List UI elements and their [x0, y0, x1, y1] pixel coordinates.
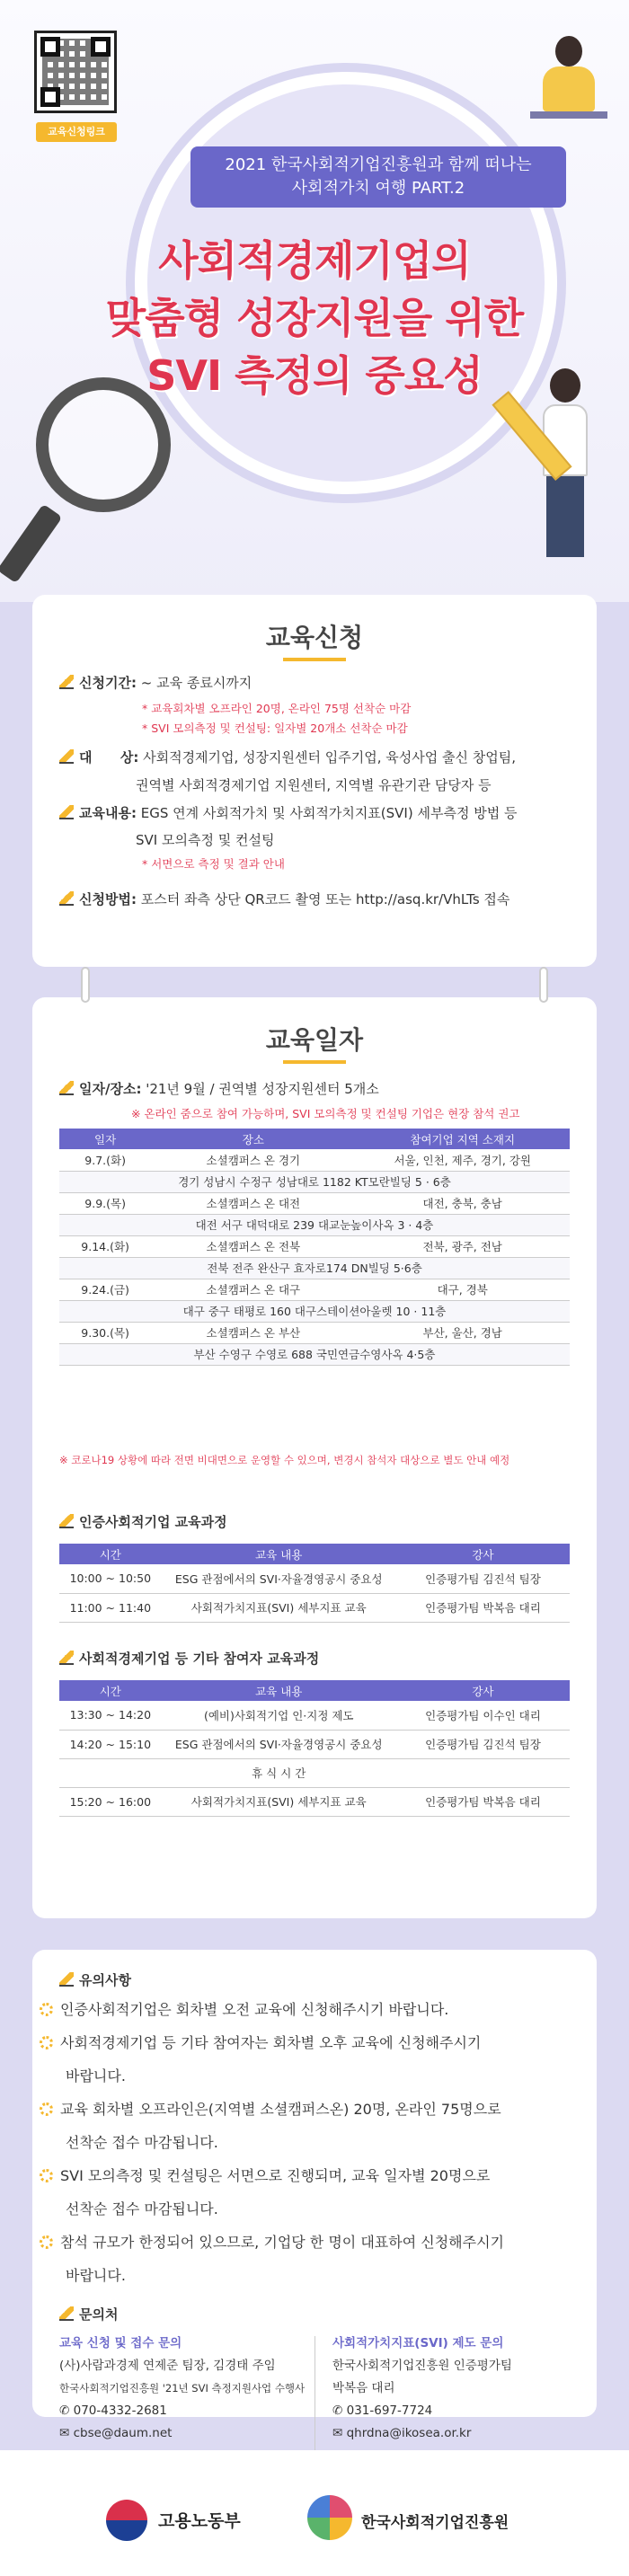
- target-row: [59, 745, 579, 771]
- place-cell: 소셜캠퍼스 온 부산: [151, 1322, 355, 1343]
- date-cell: 9.7.(화): [59, 1149, 151, 1171]
- contact-right-org: 한국사회적기업진흥원 인증평가팀: [332, 2359, 512, 2373]
- period-row: [59, 670, 579, 696]
- col-teacher: 강사: [396, 1544, 570, 1564]
- pencil-icon: [59, 749, 74, 764]
- region-cell: 전북, 광주, 전남: [355, 1235, 570, 1257]
- moel-logo-text: 고용노동부: [158, 2511, 241, 2531]
- time-cell: [59, 1758, 162, 1787]
- mail-icon: ✉: [332, 2426, 347, 2440]
- col-time: 시간: [59, 1680, 162, 1701]
- break-cell: 휴 식 시 간: [162, 1758, 396, 1787]
- address-cell: 전북 전주 완산구 효자로174 DN빌딩 5·6층: [59, 1257, 570, 1279]
- notice-item: 인증사회적기업은 회차별 오전 교육에 신청해주시기 바랍니다.: [40, 1993, 607, 2026]
- pencil-icon: [59, 1081, 74, 1095]
- subtitle-line1: 2021 한국사회적기업진흥원과 함께 떠나는: [225, 155, 532, 174]
- pencil-icon: [59, 2306, 74, 2321]
- content-cell: 사회적가치지표(SVI) 세부지표 교육: [162, 1593, 396, 1622]
- table-row: [59, 1758, 570, 1787]
- table-row: [59, 1564, 570, 1593]
- cert-title: 인증사회적기업 교육과정: [79, 1514, 227, 1530]
- magnifier-icon: [36, 377, 171, 512]
- place-cell: 소셜캠퍼스 온 대구: [151, 1279, 355, 1300]
- teacher-cell: 인증평가팀 김진석 팀장: [396, 1564, 570, 1593]
- content-cell: (예비)사회적기업 인·지정 제도: [162, 1701, 396, 1730]
- pencil-icon: [59, 1514, 74, 1528]
- table-row: [59, 1149, 570, 1171]
- address-cell: 경기 성남시 수정구 성남대로 1182 KT모란빌딩 5 · 6층: [59, 1171, 570, 1192]
- pencil-icon: [59, 891, 74, 906]
- mail-icon: ✉: [59, 2426, 74, 2440]
- notice-item-cont: 선착순 접수 마감됩니다.: [66, 2200, 218, 2217]
- address-cell: 대구 중구 태평로 160 대구스테이션아울렛 10 · 11층: [59, 1300, 570, 1322]
- region-cell: 대전, 충북, 충남: [355, 1192, 570, 1214]
- binder-ring: [539, 967, 548, 1003]
- notice-item: 사회적경제기업 등 기타 참여자는 회차별 오후 교육에 신청해주시기: [40, 2026, 607, 2059]
- pencil-icon: [59, 675, 74, 689]
- gear-icon: [40, 2036, 53, 2049]
- qr-label: 교육신청링크: [36, 122, 117, 142]
- other-table-wrap: [59, 1680, 570, 1817]
- contact-left-email[interactable]: ✉ cbse@daum.net: [59, 2426, 173, 2440]
- gear-icon: [40, 2235, 53, 2249]
- table-row: [59, 1171, 570, 1192]
- schedule-table: [59, 1129, 570, 1366]
- place-cell: 소셜캠퍼스 온 대전: [151, 1192, 355, 1214]
- table-row: [59, 1279, 570, 1300]
- application-title: 교육신청: [32, 618, 597, 661]
- contact-left-desc: 한국사회적기업진흥원 '21년 SVI 측정지원사업 수행사: [59, 2382, 306, 2395]
- subtitle-box: [190, 146, 566, 208]
- other-table: [59, 1680, 570, 1817]
- notice-title: 유의사항: [79, 1972, 131, 1988]
- notice-heading: [59, 1968, 579, 1994]
- schedule-title: 교육일자: [32, 1021, 597, 1064]
- region-cell: 대구, 경북: [355, 1279, 570, 1300]
- binder-ring: [81, 967, 90, 1003]
- table-row: [59, 1343, 570, 1365]
- target-value1: 사회적경제기업, 성장지원센터 입주기업, 육성사업 출신 창업팀,: [143, 749, 516, 766]
- subtitle-line2: 사회적가치 여행 PART.2: [291, 179, 465, 198]
- moel-logo: [106, 2500, 147, 2541]
- notice-item-cont: 바랍니다.: [66, 2267, 126, 2284]
- contact-right: [332, 2333, 512, 2445]
- time-cell: 14:20 ~ 15:10: [59, 1730, 162, 1758]
- content-cell: 사회적가치지표(SVI) 세부지표 교육: [162, 1787, 396, 1816]
- table-row: [59, 1192, 570, 1214]
- page-title: [63, 232, 566, 404]
- contact-heading: [59, 2302, 611, 2328]
- col-content: 교육 내용: [162, 1544, 396, 1564]
- place-label: 일자/장소:: [79, 1081, 142, 1097]
- covid-note: ※ 코로나19 상황에 따라 전면 비대면으로 운영할 수 있으며, 변경시 참석자 대상으로 별도 안내 예정: [59, 1454, 510, 1466]
- region-cell: 부산, 울산, 경남: [355, 1322, 570, 1343]
- period-label: 신청기간:: [79, 675, 137, 691]
- date-cell: 9.14.(화): [59, 1235, 151, 1257]
- contact-left-phone: ✆ 070-4332-2681: [59, 2403, 167, 2418]
- kosea-logo: [307, 2495, 352, 2540]
- content-value1: EGS 연계 사회적가치 및 사회적가치지표(SVI) 세부측정 방법 등: [140, 805, 518, 821]
- application-card: [32, 595, 597, 967]
- table-row: [59, 1257, 570, 1279]
- content-value2: SVI 모의측정 및 컨설팅: [136, 832, 275, 848]
- time-cell: 15:20 ~ 16:00: [59, 1787, 162, 1816]
- table-row: [59, 1730, 570, 1758]
- schedule-card: [32, 997, 597, 1918]
- contact-right-head: 사회적가치지표(SVI) 제도 문의: [332, 2336, 504, 2350]
- person-laptop-illustration: [530, 36, 607, 135]
- col-time: 시간: [59, 1544, 162, 1564]
- qr-code[interactable]: [34, 31, 117, 113]
- contact-left-head: 교육 신청 및 접수 문의: [59, 2336, 182, 2350]
- gear-icon: [40, 2102, 53, 2116]
- date-cell: 9.30.(목): [59, 1322, 151, 1343]
- content-cell: ESG 관점에서의 SVI·자율경영공시 중요성: [162, 1564, 396, 1593]
- col-date: 일자: [59, 1129, 151, 1149]
- teacher-cell: [396, 1758, 570, 1787]
- title-line3: SVI 측정의 중요성: [146, 351, 483, 400]
- table-row: [59, 1235, 570, 1257]
- cert-table-wrap: [59, 1544, 570, 1623]
- time-cell: 13:30 ~ 14:20: [59, 1701, 162, 1730]
- contact-right-email[interactable]: ✉ qhrdna@ikosea.or.kr: [332, 2426, 472, 2440]
- content-label: 교육내용:: [79, 805, 137, 821]
- title-line1: 사회적경제기업의: [158, 236, 471, 285]
- contact-right-phone: ✆ 031-697-7724: [332, 2403, 433, 2418]
- target-value2: 권역별 사회적경제기업 지원센터, 지역별 유관기관 담당자 등: [136, 777, 492, 793]
- col-content: 교육 내용: [162, 1680, 396, 1701]
- footer: [0, 2450, 629, 2576]
- other-course-heading: [59, 1646, 579, 1672]
- pencil-icon: [59, 1651, 74, 1665]
- place-cell: 소셜캠퍼스 온 경기: [151, 1149, 355, 1171]
- period-note2: * SVI 모의측정 및 컨설팅: 일자별 20개소 선착순 마감: [142, 721, 408, 735]
- kosea-logo-text: 한국사회적기업진흥원: [361, 2514, 509, 2532]
- table-row: [59, 1214, 570, 1235]
- date-cell: 9.24.(금): [59, 1279, 151, 1300]
- table-row: [59, 1701, 570, 1730]
- contact-right-desc: 박복음 대리: [332, 2381, 395, 2395]
- cert-course-heading: [59, 1509, 579, 1536]
- contact-left: [59, 2333, 305, 2445]
- col-place: 장소: [151, 1129, 355, 1149]
- place-cell: 소셜캠퍼스 온 전북: [151, 1235, 355, 1257]
- teacher-cell: 인증평가팀 박복음 대리: [396, 1593, 570, 1622]
- online-note: ※ 온라인 줌으로 참여 가능하며, SVI 모의측정 및 컨설팅 기업은 현장 참석 권고: [131, 1107, 520, 1120]
- date-cell: 9.9.(목): [59, 1192, 151, 1214]
- col-teacher: 강사: [396, 1680, 570, 1701]
- method-row: [59, 887, 579, 913]
- gear-icon: [40, 2003, 53, 2016]
- time-cell: 10:00 ~ 10:50: [59, 1564, 162, 1593]
- gear-icon: [40, 2169, 53, 2182]
- contact-divider: [314, 2336, 315, 2462]
- table-row: [59, 1322, 570, 1343]
- address-cell: 대전 서구 대덕대로 239 대교눈높이사옥 3 · 4층: [59, 1214, 570, 1235]
- contact-title: 문의처: [79, 2306, 119, 2323]
- period-value: ~ 교육 종료시까지: [140, 675, 252, 691]
- content-cell: ESG 관점에서의 SVI·자율경영공시 중요성: [162, 1730, 396, 1758]
- table-row: [59, 1300, 570, 1322]
- magnifier-handle-icon: [0, 504, 62, 584]
- col-region: 참여기업 지역 소재지: [355, 1129, 570, 1149]
- teacher-cell: 인증평가팀 김진석 팀장: [396, 1730, 570, 1758]
- period-note1: * 교육회차별 오프라인 20명, 온라인 75명 선착순 마감: [142, 702, 412, 715]
- place-row: [59, 1076, 579, 1102]
- pencil-icon: [59, 1972, 74, 1987]
- schedule-table-wrap: [59, 1129, 570, 1366]
- hero-section: [0, 0, 629, 602]
- notice-item: 교육 회차별 오프라인은(지역별 소셜캠퍼스온) 20명, 온라인 75명으로: [40, 2093, 607, 2126]
- address-cell: 부산 수영구 수영로 688 국민연금수영사옥 4·5층: [59, 1343, 570, 1365]
- place-value: '21년 9월 / 권역별 성장지원센터 5개소: [146, 1081, 379, 1097]
- time-cell: 11:00 ~ 11:40: [59, 1593, 162, 1622]
- table-row: [59, 1787, 570, 1816]
- teacher-cell: 인증평가팀 박복음 대리: [396, 1787, 570, 1816]
- notice-item: 참석 규모가 한정되어 있으므로, 기업당 한 명이 대표하여 신청해주시기: [40, 2226, 607, 2259]
- content-row: [59, 801, 579, 827]
- pencil-icon: [59, 805, 74, 819]
- title-line2: 맞춤형 성장지원을 위한: [105, 294, 524, 342]
- contact-left-org: (사)사람과경제 연제준 팀장, 김경태 주임: [59, 2359, 276, 2373]
- method-label: 신청방법:: [79, 891, 137, 907]
- table-row: [59, 1593, 570, 1622]
- phone-icon: ✆: [59, 2403, 74, 2418]
- notice-item-cont: 바랍니다.: [66, 2067, 126, 2085]
- notice-item: SVI 모의측정 및 컨설팅은 서면으로 진행되며, 교육 일자별 20명으로: [40, 2159, 607, 2192]
- content-note: * 서면으로 측정 및 결과 안내: [142, 857, 285, 871]
- teacher-cell: 인증평가팀 이수인 대리: [396, 1701, 570, 1730]
- notice-item-cont: 선착순 접수 마감됩니다.: [66, 2134, 218, 2151]
- method-value: 포스터 좌측 상단 QR코드 촬영 또는 http://asq.kr/VhLTs 접속: [140, 891, 510, 907]
- other-title: 사회적경제기업 등 기타 참여자 교육과정: [79, 1651, 320, 1667]
- target-label: 대 상:: [79, 749, 139, 766]
- region-cell: 서울, 인천, 제주, 경기, 강원: [355, 1149, 570, 1171]
- cert-table: [59, 1544, 570, 1623]
- phone-icon: ✆: [332, 2403, 347, 2418]
